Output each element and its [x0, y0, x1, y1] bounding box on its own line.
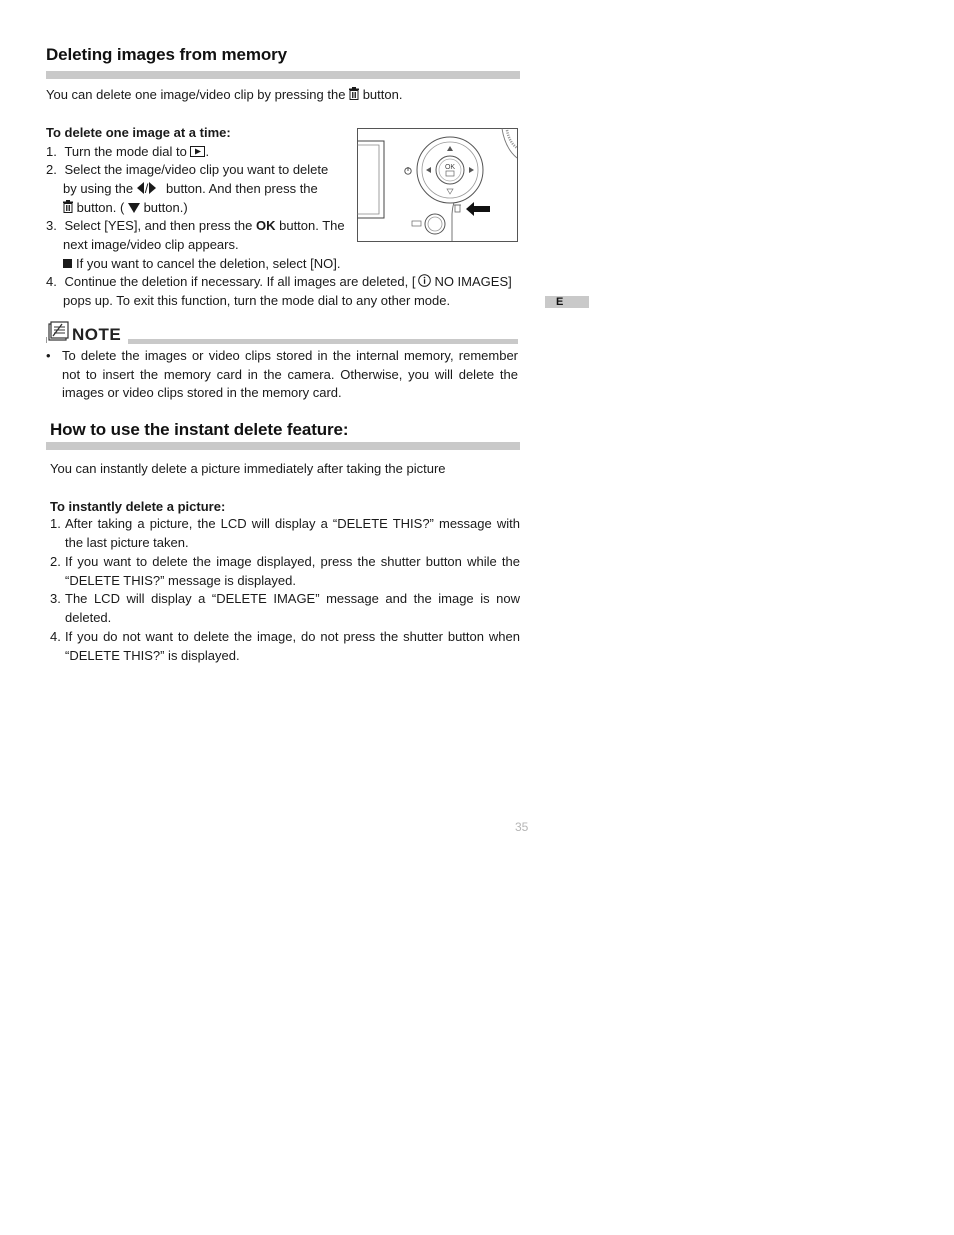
trash-icon — [349, 87, 359, 100]
step-text: If you do not want to delete the image, do not press the shutter button when “DELETE THIS?” is displayed. — [65, 629, 520, 663]
step-text: button. ( — [76, 200, 125, 215]
info-icon — [418, 274, 431, 287]
intro-text-before: You can delete one image/video clip by pressing the — [46, 87, 346, 102]
step-text: button. And then press the — [165, 181, 318, 196]
language-tab: E — [545, 296, 589, 308]
section2-intro: You can instantly delete a picture immediately after taking the picture — [50, 461, 446, 476]
step-text: Select [YES], and then press the — [64, 218, 253, 233]
step-number: 2. — [46, 162, 57, 177]
step-text: button. The — [279, 218, 345, 233]
step-1 — [46, 142, 209, 161]
ok-label: OK — [255, 218, 276, 233]
step-text: Select the image/video clip you want to delete — [64, 162, 329, 177]
instant-step-3 — [50, 590, 520, 627]
step-text: If you want to cancel the deletion, select [NO]. — [76, 256, 341, 271]
left-arrow-icon — [137, 182, 145, 194]
section1-intro — [46, 85, 402, 104]
step-text: The LCD will display a “DELETE IMAGE” message and the image is now deleted. — [65, 591, 520, 625]
page-number: 35 — [515, 820, 529, 834]
note-text: To delete the images or video clips stored in the internal memory, remember not to insert the memory card in the camera. Otherwise, you will delete the images or video clips stored in the memory card. — [62, 348, 518, 401]
step-number: 1. — [50, 516, 61, 531]
period: . — [205, 144, 210, 159]
playback-mode-icon — [190, 146, 205, 157]
step-3 — [46, 216, 345, 235]
step-text: If you want to delete the image displayed, press the shutter button while the “DELETE THIS?” message is displayed. — [65, 554, 520, 588]
section-title-instant-delete: How to use the instant delete feature: — [50, 420, 349, 439]
section-divider — [46, 442, 520, 450]
step-text: button.) — [143, 200, 188, 215]
section-title-deleting: Deleting images from memory — [46, 45, 288, 64]
section1-subheading: To delete one image at a time: — [46, 125, 231, 140]
step-text: by using the — [63, 181, 134, 196]
camera-back-illustration — [357, 128, 518, 242]
right-arrow-icon — [148, 182, 156, 194]
step-number: 1. — [46, 144, 57, 159]
step-number: 4. — [46, 274, 57, 289]
down-arrow-icon — [128, 203, 140, 213]
step-3-line-2: next image/video clip appears. — [63, 237, 239, 252]
step-number: 3. — [46, 218, 57, 233]
camera-diagram — [357, 128, 518, 242]
section2-subheading: To instantly delete a picture: — [50, 499, 226, 514]
step-text: Turn the mode dial to — [64, 144, 187, 159]
instant-step-2 — [50, 553, 520, 590]
step-2 — [46, 160, 328, 179]
note-item — [46, 347, 518, 403]
ok-button-label: OK — [444, 164, 456, 171]
note-pad-icon — [46, 321, 70, 343]
step-3-subpoint — [63, 254, 340, 273]
step-number: 3. — [50, 591, 61, 606]
intro-text-after: button. — [362, 87, 403, 102]
step-4 — [46, 272, 512, 291]
step-2-line-2 — [63, 179, 318, 198]
square-bullet-icon — [63, 259, 72, 268]
instant-step-4 — [50, 628, 520, 665]
step-text: NO IMAGES] — [434, 274, 512, 289]
step-2-line-3 — [63, 198, 188, 217]
note-divider — [128, 339, 518, 344]
step-text: After taking a picture, the LCD will display a “DELETE THIS?” message with the last picture taken. — [65, 516, 520, 550]
instant-step-1 — [50, 515, 520, 552]
section-divider — [46, 71, 520, 79]
trash-icon — [63, 200, 73, 213]
step-number: 2. — [50, 554, 61, 569]
note-label: NOTE — [72, 325, 122, 344]
step-4-line-2: pops up. To exit this function, turn the mode dial to any other mode. — [63, 293, 451, 308]
step-number: 4. — [50, 629, 61, 644]
step-text: Continue the deletion if necessary. If all images are deleted, [ — [64, 274, 416, 289]
bullet: • — [46, 348, 51, 363]
slash: / — [144, 181, 149, 196]
